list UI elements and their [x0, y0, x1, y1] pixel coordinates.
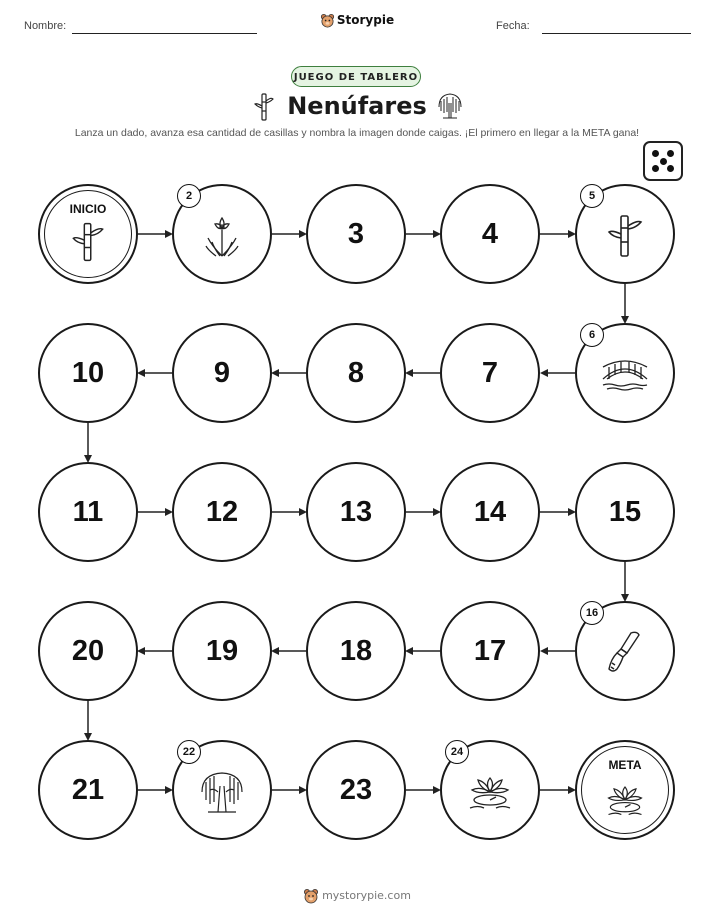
space-number: 13	[339, 496, 373, 528]
space-number-badge: 24	[445, 740, 469, 764]
board-space-4[interactable]	[440, 184, 540, 284]
board-space-5[interactable]	[575, 184, 675, 284]
space-number: 14	[473, 496, 507, 528]
instructions-text: Lanza un dado, avanza esa cantidad de casillas y nombra la imagen donde caigas. ¡El primero en llegar a la META gana!	[74, 127, 640, 139]
paintbrush-icon	[601, 629, 649, 677]
footer-url[interactable]: mystorypie.com	[322, 889, 411, 902]
space-number-badge: 2	[177, 184, 201, 208]
bridge-icon	[601, 351, 649, 399]
space-number: 7	[481, 357, 499, 389]
board-space-2[interactable]	[172, 184, 272, 284]
date-label: Fecha:	[496, 20, 530, 32]
bear-icon	[303, 888, 319, 904]
space-number: 11	[72, 496, 104, 528]
board-space-19[interactable]	[172, 601, 272, 701]
game-type-badge: JUEGO DE TABLERO	[291, 66, 421, 87]
board-space-13[interactable]	[306, 462, 406, 562]
willow-tree-icon	[198, 768, 246, 816]
board-space-3[interactable]	[306, 184, 406, 284]
start-space[interactable]	[38, 184, 138, 284]
space-number: 23	[339, 774, 373, 806]
board-space-12[interactable]	[172, 462, 272, 562]
board-space-9[interactable]	[172, 323, 272, 423]
footer	[0, 888, 714, 904]
board-space-8[interactable]	[306, 323, 406, 423]
space-number: 8	[347, 357, 365, 389]
space-number-badge: 22	[177, 740, 201, 764]
logo-text: Storypie	[336, 13, 395, 27]
board-space-21[interactable]	[38, 740, 138, 840]
start-label: INICIO	[69, 202, 107, 216]
space-number: 20	[71, 635, 105, 667]
board-space-22[interactable]	[172, 740, 272, 840]
board-space-23[interactable]	[306, 740, 406, 840]
board-space-15[interactable]	[575, 462, 675, 562]
finish-space[interactable]	[575, 740, 675, 840]
space-number: 12	[205, 496, 239, 528]
board-space-10[interactable]	[38, 323, 138, 423]
board-space-24[interactable]	[440, 740, 540, 840]
space-number: 9	[213, 357, 231, 389]
space-number: 18	[339, 635, 373, 667]
space-number: 4	[481, 218, 499, 250]
board-space-16[interactable]	[575, 601, 675, 701]
daffodil-icon	[198, 212, 246, 260]
board-space-11[interactable]	[38, 462, 138, 562]
lotus-icon	[603, 776, 647, 820]
lotus-icon	[466, 768, 514, 816]
space-number: 15	[608, 496, 642, 528]
space-number: 21	[71, 774, 105, 806]
name-label: Nombre:	[24, 20, 67, 32]
space-number: 19	[205, 635, 239, 667]
board-space-20[interactable]	[38, 601, 138, 701]
bamboo-icon	[601, 212, 649, 260]
board-space-7[interactable]	[440, 323, 540, 423]
board-space-17[interactable]	[440, 601, 540, 701]
space-number-badge: 6	[580, 323, 604, 347]
board-space-14[interactable]	[440, 462, 540, 562]
page-title: Nenúfares	[287, 92, 427, 120]
space-number: 3	[347, 218, 365, 250]
space-number: 17	[473, 635, 507, 667]
finish-label: META	[608, 758, 642, 772]
board-space-6[interactable]	[575, 323, 675, 423]
space-number-badge: 5	[580, 184, 604, 208]
space-number-badge: 16	[580, 601, 604, 625]
space-number: 10	[71, 357, 105, 389]
bamboo-icon	[66, 220, 110, 264]
board-space-18[interactable]	[306, 601, 406, 701]
